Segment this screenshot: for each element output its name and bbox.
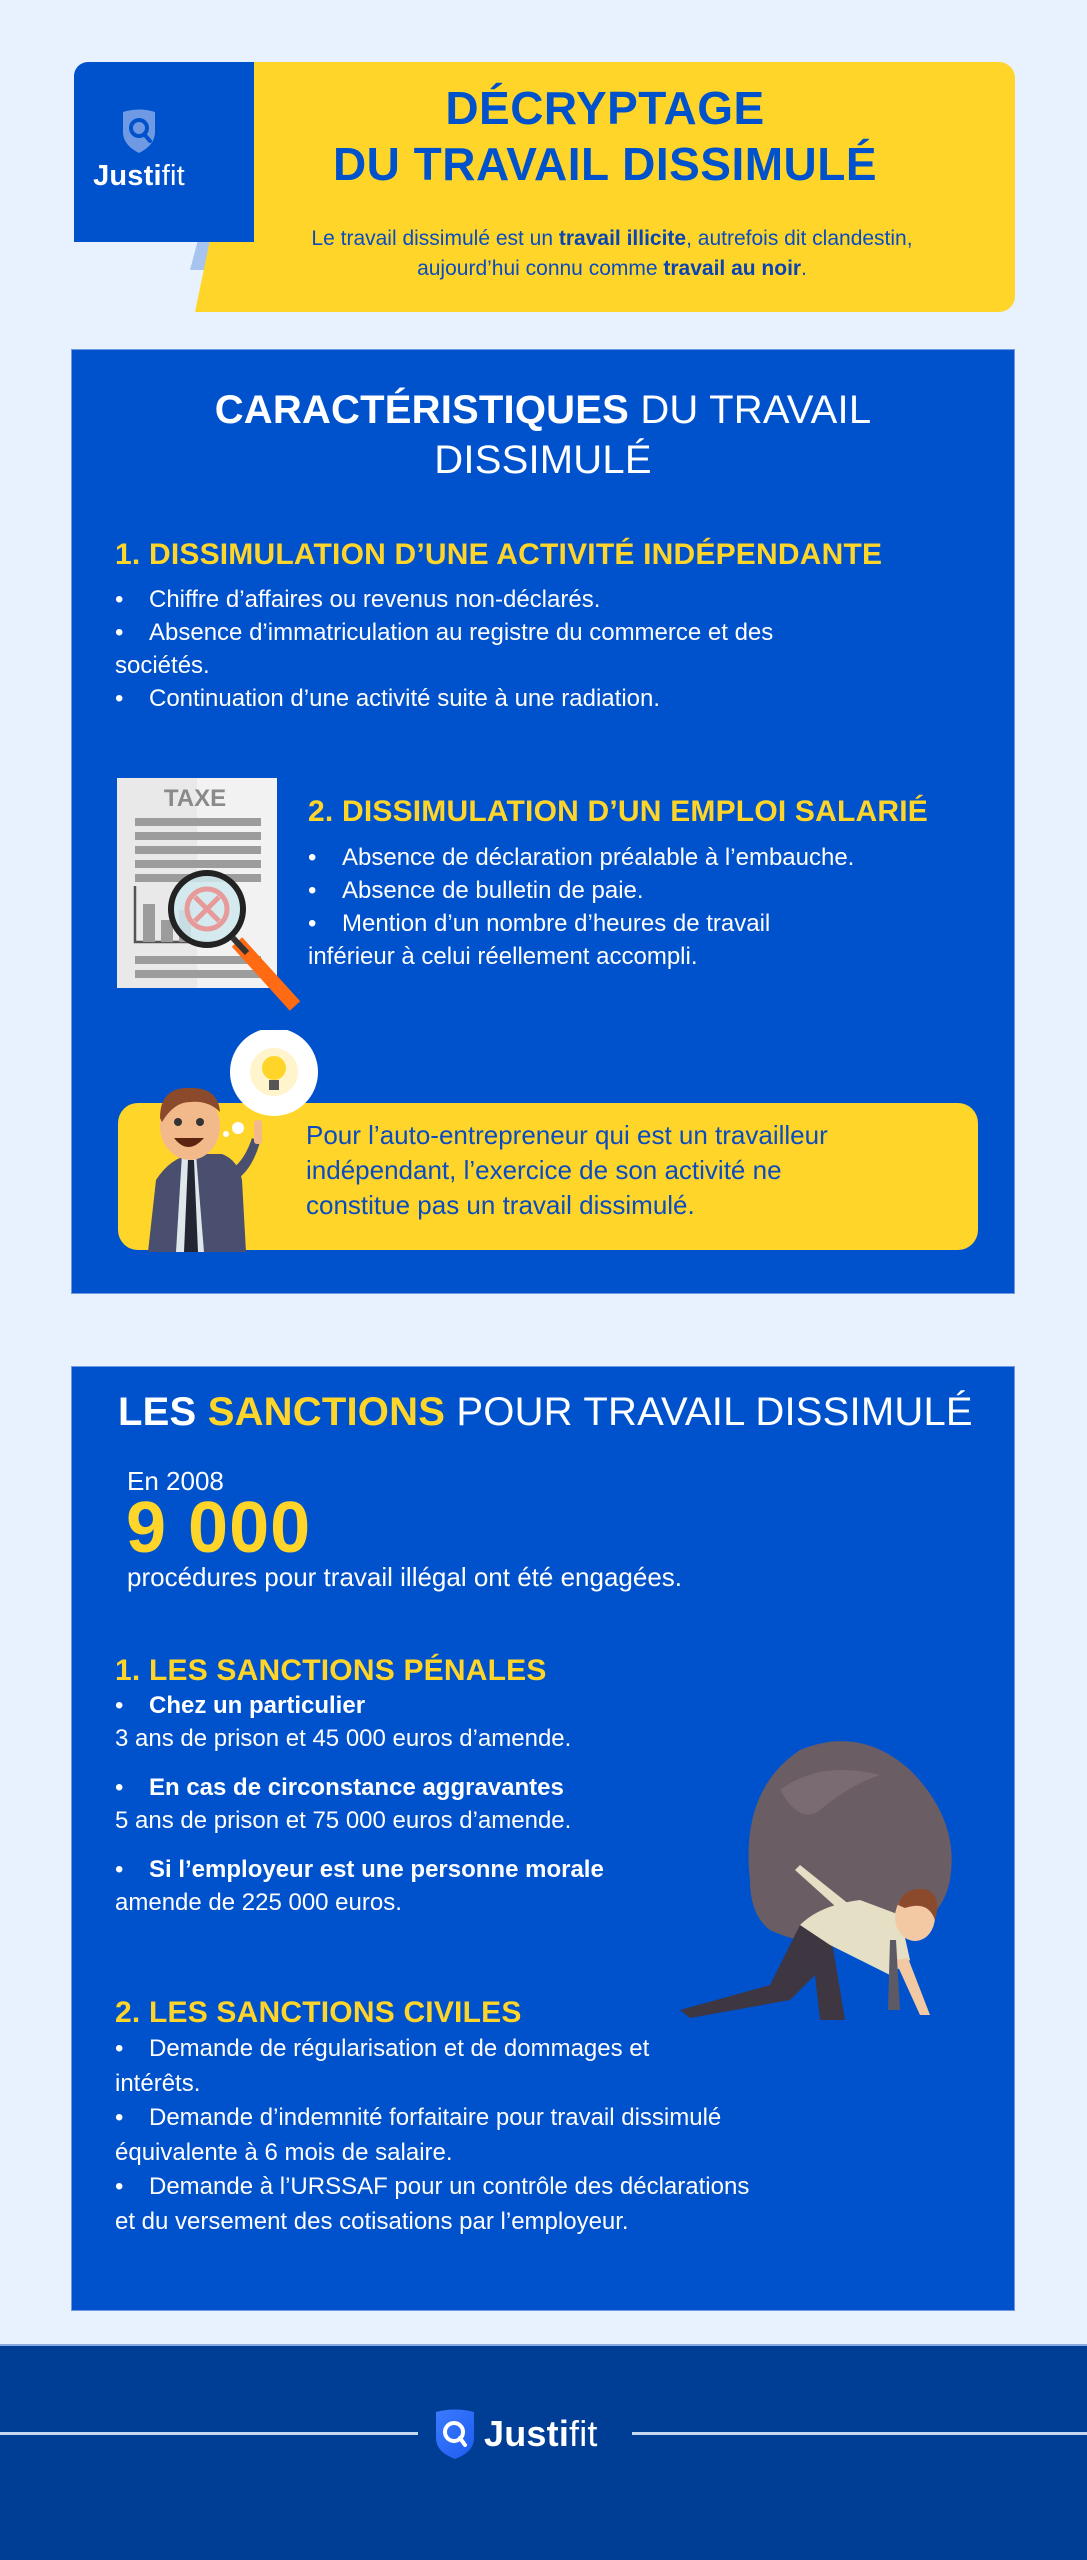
footer-divider-left	[0, 2432, 418, 2435]
list-item	[115, 2032, 995, 2067]
businessman-idea-icon	[130, 1030, 330, 1252]
list-item-text: équivalente à 6 mois de salaire.	[115, 2138, 453, 2166]
list-item	[308, 874, 1008, 907]
list-item-text: intérêts.	[115, 2069, 201, 2097]
list-item	[115, 1853, 735, 1886]
list-item	[115, 2101, 995, 2136]
tip-text-line: constitue pas un travail dissimulé.	[306, 1190, 695, 1220]
bullet-icon: •	[115, 685, 124, 712]
section1-heading: 1. DISSIMULATION D’UNE ACTIVITÉ INDÉPENDANTE	[115, 538, 883, 571]
list-item-text: sociétés.	[115, 652, 210, 679]
bullet-icon: •	[115, 2173, 124, 2200]
section1-list	[115, 583, 995, 715]
penal-list	[115, 1689, 735, 1919]
stat-caption: procédures pour travail illégal ont été engagées.	[127, 1562, 683, 1592]
tip-text-line: Pour l’auto-entrepreneur qui est un travailleur	[306, 1120, 828, 1150]
list-item-text: Demande à l’URSSAF pour un contrôle des déclarations	[149, 2173, 750, 2200]
penal-heading: 1. LES SANCTIONS PÉNALES	[115, 1654, 547, 1687]
list-item-detail: 3 ans de prison et 45 000 euros d’amende.	[115, 1725, 572, 1752]
brand-name-light: fit	[569, 2413, 598, 2454]
brand-name	[74, 160, 204, 193]
list-item-text: Mention d’un nombre d’heures de travail	[342, 910, 771, 937]
page-title-line2: DU TRAVAIL DISSIMULÉ	[332, 138, 878, 190]
bullet-icon: •	[308, 844, 317, 871]
list-item-text: Demande d’indemnité forfaitaire pour travail dissimulé	[149, 2104, 722, 2131]
characteristics-title-light: DU TRAVAIL	[629, 388, 872, 432]
shield-search-icon	[434, 2408, 476, 2460]
sanctions-title-highlight: SANCTIONS	[207, 1390, 446, 1434]
subtitle-text: , autrefois dit clandestin,	[686, 227, 913, 250]
list-item-title: Chez un particulier	[149, 1692, 366, 1719]
subtitle-text: Le travail dissimulé est un	[311, 227, 559, 250]
tax-label: TAXE	[163, 785, 227, 812]
list-item	[115, 682, 995, 715]
footer-divider-right	[632, 2432, 1087, 2435]
sanctions-title-bold: LES	[118, 1390, 208, 1434]
list-item	[115, 616, 995, 649]
list-item-text: Chiffre d’affaires ou revenus non-déclarés.	[149, 586, 601, 613]
tax-document-magnifier-icon	[115, 778, 315, 1014]
bullet-icon: •	[115, 2104, 124, 2131]
list-item	[115, 583, 995, 616]
page-title-line1: DÉCRYPTAGE	[445, 82, 765, 134]
list-item-text: Absence d’immatriculation au registre du commerce et des	[149, 619, 774, 646]
subtitle-bold-text: travail au noir	[663, 257, 802, 280]
section2-heading: 2. DISSIMULATION D’UN EMPLOI SALARIÉ	[308, 795, 929, 828]
bullet-icon: •	[115, 586, 124, 613]
characteristics-title-light: DISSIMULÉ	[434, 438, 652, 482]
man-pushing-boulder-icon	[650, 1730, 960, 2030]
bullet-icon: •	[115, 1692, 124, 1719]
list-item	[115, 1689, 735, 1722]
bullet-icon: •	[308, 910, 317, 937]
page-title	[250, 80, 960, 192]
bullet-icon: •	[115, 1774, 124, 1801]
page-subtitle	[222, 224, 1002, 284]
list-item-text: Demande de régularisation et de dommages et	[149, 2035, 650, 2062]
list-item-detail: amende de 225 000 euros.	[115, 1889, 402, 1916]
sanctions-title-light: POUR TRAVAIL DISSIMULÉ	[445, 1390, 973, 1434]
bullet-icon: •	[115, 1856, 124, 1883]
list-item-text: Continuation d’une activité suite à une radiation.	[149, 685, 661, 712]
list-item-text: inférieur à celui réellement accompli.	[308, 943, 698, 970]
list-item-detail: 5 ans de prison et 75 000 euros d’amende.	[115, 1807, 572, 1834]
shield-search-icon	[119, 108, 159, 154]
list-item-text: Absence de déclaration préalable à l’embauche.	[342, 844, 855, 871]
list-item	[115, 1771, 735, 1804]
civil-list	[115, 2032, 995, 2239]
list-item-continued	[115, 649, 995, 682]
list-item	[308, 841, 1008, 874]
list-item-title: En cas de circonstance aggravantes	[149, 1774, 564, 1801]
bullet-icon: •	[115, 2035, 124, 2062]
bullet-icon: •	[308, 877, 317, 904]
footer-brand-name	[484, 2413, 598, 2455]
characteristics-title	[72, 385, 1014, 485]
tip-text	[306, 1118, 966, 1223]
sanctions-title	[118, 1387, 998, 1437]
brand-name-bold: Justi	[93, 160, 162, 192]
section2-list	[308, 841, 1008, 973]
stat-value: 9 000	[126, 1488, 312, 1568]
brand-name-bold: Justi	[484, 2413, 570, 2454]
stat-year: En 2008	[127, 1466, 224, 1496]
list-item-text: Absence de bulletin de paie.	[342, 877, 644, 904]
bullet-icon: •	[115, 619, 124, 646]
list-item	[308, 907, 1008, 940]
list-item-title: Si l’employeur est une personne morale	[149, 1856, 604, 1883]
brand-name-light: fit	[161, 160, 185, 192]
subtitle-text: aujourd’hui connu comme	[417, 257, 664, 280]
subtitle-text: .	[801, 257, 807, 280]
list-item	[115, 2170, 995, 2205]
list-item-text: et du versement des cotisations par l’employeur.	[115, 2207, 629, 2235]
footer-logo	[434, 2404, 598, 2464]
characteristics-title-bold: CARACTÉRISTIQUES	[214, 388, 630, 432]
civil-heading: 2. LES SANCTIONS CIVILES	[115, 1996, 522, 2029]
tip-text-line: indépendant, l’exercice de son activité ne	[306, 1155, 782, 1185]
subtitle-bold-text: travail illicite	[558, 227, 687, 250]
brand-logo	[74, 108, 204, 193]
list-item-continued	[308, 940, 1008, 973]
